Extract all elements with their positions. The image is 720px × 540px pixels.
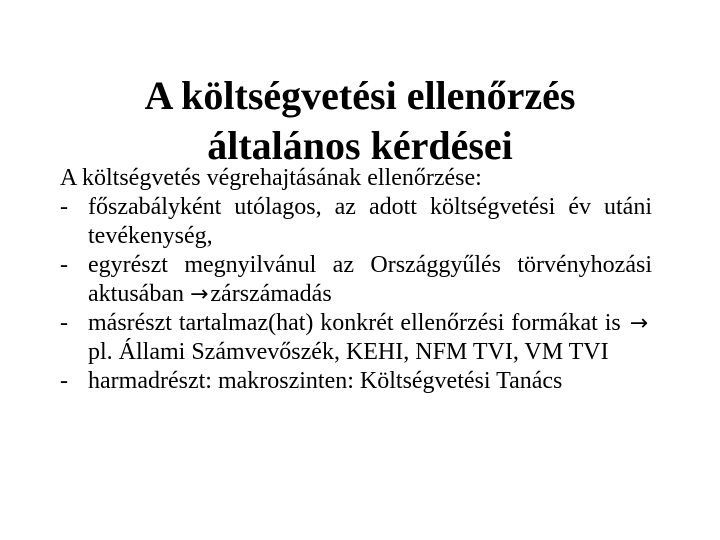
- dash-marker: -: [60, 368, 68, 394]
- slide-title-line-1: A költségvetési ellenőrzés: [144, 72, 576, 118]
- slide-title-line-2: általános kérdései: [207, 122, 513, 168]
- arrow-icon: →: [189, 282, 209, 307]
- bullet-text-after-arrow: pl. Állami Számvevőszék, KEHI, NFM TVI, VM TVI: [88, 339, 609, 365]
- intro-text: A költségvetés végrehajtásának ellenőrzése:: [60, 165, 482, 191]
- dash-marker: -: [60, 194, 68, 220]
- slide-title: [60, 71, 660, 171]
- bullet-text: egyrészt megnyilvánul az Országgyűlés törvényhozási aktusában: [88, 252, 652, 307]
- bullet-item: [60, 251, 652, 309]
- bullet-item: [60, 309, 652, 367]
- arrow-icon: →: [629, 311, 649, 336]
- bullet-text: másrészt tartalmaz(hat) konkrét ellenőrzési formákat is: [88, 310, 621, 336]
- slide-body: [60, 164, 652, 396]
- bullet-text: főszabályként utólagos, az adott költségvetési év utáni tevékenység,: [88, 194, 652, 249]
- bullet-text-after-arrow: zárszámadás: [210, 281, 332, 307]
- bullet-list: [60, 193, 652, 396]
- bullet-text: harmadrészt: makroszinten: Költségvetési Tanács: [88, 368, 563, 394]
- bullet-item: [60, 367, 652, 396]
- dash-marker: -: [60, 252, 68, 278]
- dash-marker: -: [60, 310, 68, 336]
- bullet-item: [60, 193, 652, 251]
